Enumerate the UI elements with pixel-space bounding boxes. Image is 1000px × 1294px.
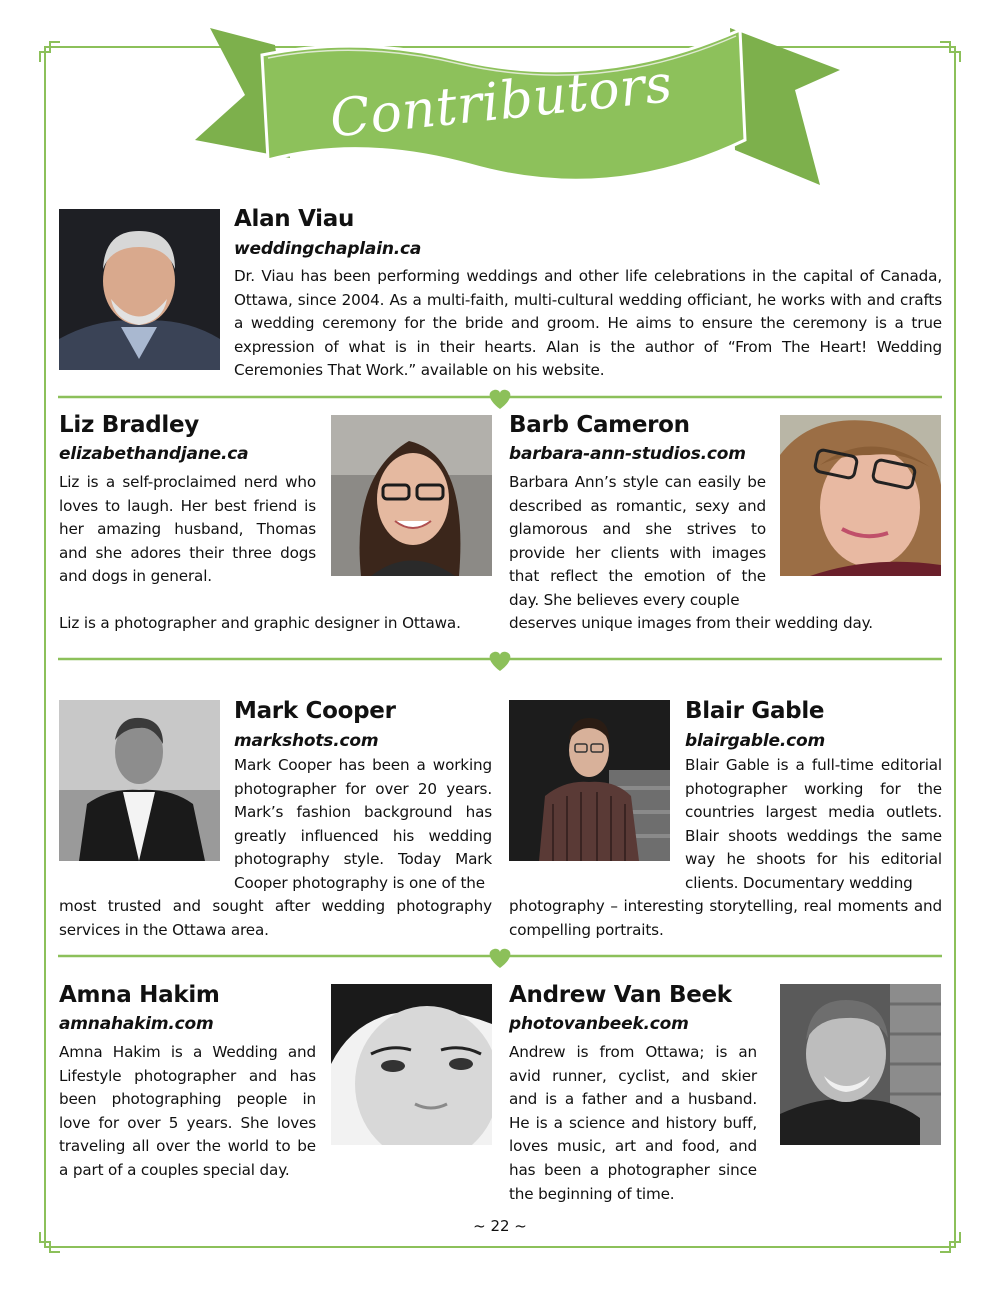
contributor-website: amnahakim.com <box>59 1014 214 1034</box>
section-divider-3 <box>58 949 942 968</box>
contributor-bio-extra: Liz is a photographer and graphic designer in Ottawa. <box>59 614 461 632</box>
contributor-name: Blair Gable <box>685 698 825 724</box>
alan-viau-photo <box>59 209 220 370</box>
contributor-bio: Andrew is from Ottawa; is an avid runner, cyclist, and skier and is a father and a husband. He is a science and history buff, loves music, art and food, and has been a photographer since the beginning of time. <box>509 1043 757 1203</box>
contributor-name: Alan Viau <box>234 206 355 232</box>
contributor-bio-continued: photography – interesting storytelling, real moments and compelling portraits. <box>509 897 942 939</box>
contributor-name: Barb Cameron <box>509 412 690 438</box>
andrew-van-beek-photo <box>780 984 941 1145</box>
contributor-website: barbara-ann-studios.com <box>509 444 746 464</box>
contributor-bio: Liz is a self-proclaimed nerd who loves to laugh. Her best friend is her amazing husband, Thomas and she adores their three dogs and dogs in general. <box>59 473 316 586</box>
barb-cameron-photo <box>780 415 941 576</box>
contributor-website: blairgable.com <box>685 731 825 751</box>
contributor-website: elizabethandjane.ca <box>59 444 249 464</box>
contributor-bio-continued: most trusted and sought after wedding photography services in the Ottawa area. <box>59 897 492 939</box>
contributor-bio: Dr. Viau has been performing weddings and other life celebrations in the capital of Canada, Ottawa, since 2004. As a multi-faith, multi-cultural wedding officiant, he works with and crafts a wedding ceremony for the bride and groom. He aims to ensure the ceremony is a true expression of what is in their hearts. Alan is the author of “From The Heart! Wedding Ceremonies That Work.” available on his website. <box>234 267 942 380</box>
banner-title: Contributors <box>327 54 676 150</box>
contributor-bio: Mark Cooper has been a working photographer for over 20 years. Mark’s fashion background has greatly influenced his wedding photography style. Today Mark Cooper photography is one of the <box>234 756 492 892</box>
mark-cooper-photo <box>59 700 220 861</box>
contributor-website: markshots.com <box>234 731 379 751</box>
section-divider-2 <box>58 652 942 671</box>
contributor-website: photovanbeek.com <box>509 1014 689 1034</box>
page-number: ~ 22 ~ <box>473 1217 527 1235</box>
blair-gable-photo <box>509 700 670 861</box>
contributor-bio-continued: deserves unique images from their wedding day. <box>509 614 873 632</box>
contributor-website: weddingchaplain.ca <box>234 239 422 259</box>
contributor-name: Amna Hakim <box>59 982 220 1008</box>
contributor-bio: Barbara Ann’s style can easily be described as romantic, sexy and glamorous and she strives to provide her clients with images that reflect the emotion of the day. She believes every couple <box>509 473 766 609</box>
contributor-name: Liz Bradley <box>59 412 199 438</box>
contributor-bio: Amna Hakim is a Wedding and Lifestyle photographer and has been photographing people in love for over 5 years. She loves traveling all over the world to be a part of a couples special day. <box>59 1043 316 1179</box>
liz-bradley-photo <box>331 415 492 576</box>
contributor-name: Mark Cooper <box>234 698 396 724</box>
contributor-name: Andrew Van Beek <box>509 982 732 1008</box>
section-divider-1 <box>58 390 942 409</box>
contributor-bio: Blair Gable is a full-time editorial photographer working for the countries largest media outlets. Blair shoots weddings the same way he shoots for his editorial clients. Documentary wedding <box>685 756 942 892</box>
amna-hakim-photo <box>331 984 492 1145</box>
